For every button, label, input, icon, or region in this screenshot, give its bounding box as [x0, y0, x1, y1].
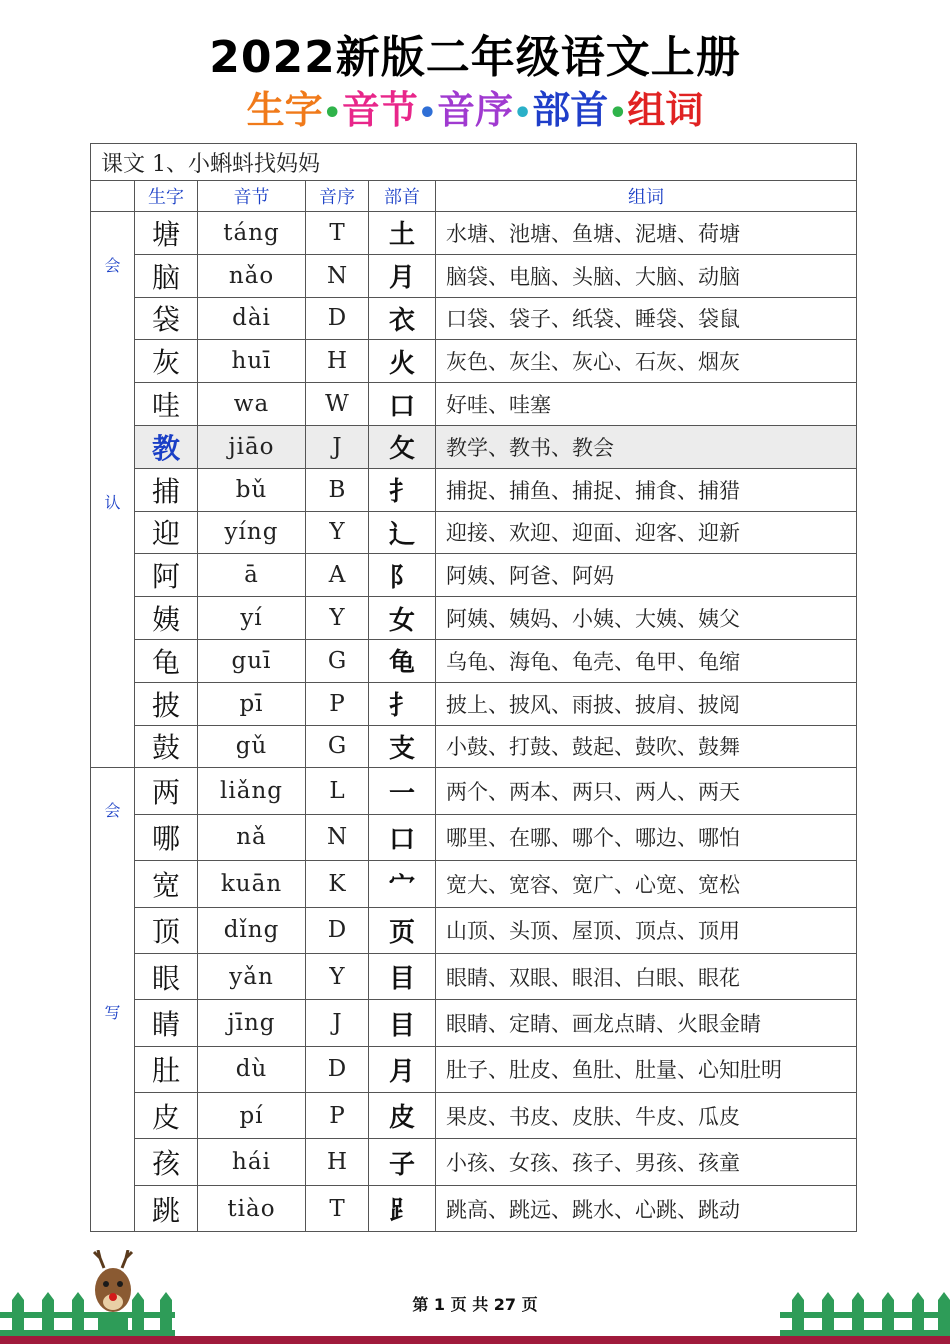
subtitle [0, 86, 950, 138]
cell-radical: 龟 [369, 639, 436, 682]
cell-char: 哇 [135, 383, 198, 426]
cell-radical: 土 [369, 212, 436, 255]
ground-strip [0, 1336, 950, 1344]
cell-seq: J [306, 1000, 369, 1046]
cell-words: 眼睛、定睛、画龙点睛、火眼金睛 [436, 1000, 857, 1046]
cell-pinyin: kuān [198, 861, 306, 907]
cell-words: 披上、披风、雨披、披肩、披阅 [436, 682, 857, 725]
cell-seq: N [306, 814, 369, 860]
subtitle-dot: • [417, 96, 437, 131]
cell-radical: 一 [369, 768, 436, 814]
cell-words: 两个、两本、两只、两人、两天 [436, 768, 857, 814]
cell-radical: 辶 [369, 511, 436, 554]
cell-words: 好哇、哇塞 [436, 383, 857, 426]
cell-seq: Y [306, 953, 369, 999]
table-row [91, 1093, 857, 1139]
header-words: 组词 [436, 181, 857, 212]
cell-seq: K [306, 861, 369, 907]
cell-seq: P [306, 1093, 369, 1139]
cell-pinyin: huī [198, 340, 306, 383]
left-fence [0, 1292, 175, 1338]
cell-pinyin: jiāo [198, 425, 306, 468]
subtitle-part: 组词 [627, 88, 704, 132]
right-fence [780, 1292, 950, 1338]
table-row [91, 1000, 857, 1046]
cell-pinyin: gǔ [198, 725, 306, 768]
cell-char: 两 [135, 768, 198, 814]
cell-pinyin: nǎ [198, 814, 306, 860]
header-row [91, 181, 857, 212]
cell-radical: 页 [369, 907, 436, 953]
subtitle-part: 部首 [532, 88, 609, 132]
table-row [91, 725, 857, 768]
cell-seq: T [306, 212, 369, 255]
cell-pinyin: dài [198, 297, 306, 340]
cell-seq: D [306, 1046, 369, 1092]
cell-char: 顶 [135, 907, 198, 953]
cell-pinyin: táng [198, 212, 306, 255]
group-label-char: 会 [104, 255, 121, 275]
cell-char: 孩 [135, 1139, 198, 1185]
cell-seq: W [306, 383, 369, 426]
cell-char: 脑 [135, 254, 198, 297]
group-label-char: 认 [104, 492, 121, 512]
lesson-title: 课文 1、小蝌蚪找妈妈 [91, 144, 857, 181]
header-radical: 部首 [369, 181, 436, 212]
cell-radical: 扌 [369, 682, 436, 725]
table-row [91, 254, 857, 297]
cell-char: 灰 [135, 340, 198, 383]
cell-words: 果皮、书皮、皮肤、牛皮、瓜皮 [436, 1093, 857, 1139]
page-footer: 第 1 页 共 27 页 [412, 1295, 538, 1314]
cell-char: 捕 [135, 468, 198, 511]
cell-seq: L [306, 768, 369, 814]
cell-seq: J [306, 425, 369, 468]
table-row [91, 861, 857, 907]
cell-words: 小鼓、打鼓、鼓起、鼓吹、鼓舞 [436, 725, 857, 768]
cell-char: 跳 [135, 1185, 198, 1231]
cell-char: 塘 [135, 212, 198, 255]
group-label [91, 212, 135, 768]
cell-char: 眼 [135, 953, 198, 999]
subtitle-dot: • [608, 96, 628, 131]
cell-radical: 皮 [369, 1093, 436, 1139]
header-pinyin: 音节 [198, 181, 306, 212]
cell-char: 袋 [135, 297, 198, 340]
table-row [91, 768, 857, 814]
cell-seq: Y [306, 597, 369, 640]
cell-words: 灰色、灰尘、灰心、石灰、烟灰 [436, 340, 857, 383]
table-row [91, 425, 857, 468]
cell-char: 披 [135, 682, 198, 725]
cell-pinyin: dù [198, 1046, 306, 1092]
page-title: 2022新版二年级语文上册 [209, 32, 741, 83]
cell-words: 脑袋、电脑、头脑、大脑、动脑 [436, 254, 857, 297]
cell-char: 阿 [135, 554, 198, 597]
vocab-table [90, 143, 857, 1232]
cell-words: 迎接、欢迎、迎面、迎客、迎新 [436, 511, 857, 554]
cell-pinyin: yíng [198, 511, 306, 554]
table-row [91, 907, 857, 953]
table-row [91, 1046, 857, 1092]
cell-words: 跳高、跳远、跳水、心跳、跳动 [436, 1185, 857, 1231]
subtitle-part: 音节 [341, 88, 418, 132]
table-row [91, 383, 857, 426]
cell-seq: T [306, 1185, 369, 1231]
cell-pinyin: pī [198, 682, 306, 725]
subtitle-part: 音序 [436, 88, 513, 132]
table-row [91, 682, 857, 725]
group-header-blank [91, 181, 135, 212]
cell-radical: 目 [369, 953, 436, 999]
cell-char: 鼓 [135, 725, 198, 768]
cell-char: 迎 [135, 511, 198, 554]
cell-seq: Y [306, 511, 369, 554]
cell-radical: 口 [369, 383, 436, 426]
table-row [91, 511, 857, 554]
cell-char: 皮 [135, 1093, 198, 1139]
table-row [91, 953, 857, 999]
cell-radical: 子 [369, 1139, 436, 1185]
cell-pinyin: dǐng [198, 907, 306, 953]
table-row [91, 814, 857, 860]
header-char: 生字 [135, 181, 198, 212]
cell-pinyin: pí [198, 1093, 306, 1139]
cell-radical: 阝 [369, 554, 436, 597]
table-row [91, 340, 857, 383]
cell-pinyin: yí [198, 597, 306, 640]
cell-radical: 扌 [369, 468, 436, 511]
cell-seq: H [306, 1139, 369, 1185]
deer-icon [94, 1250, 132, 1338]
cell-words: 宽大、宽容、宽广、心宽、宽松 [436, 861, 857, 907]
subtitle-dot: • [322, 96, 342, 131]
cell-seq: G [306, 639, 369, 682]
group-label [91, 768, 135, 1232]
cell-radical: ⻊ [369, 1185, 436, 1231]
cell-radical: 宀 [369, 861, 436, 907]
cell-char: 哪 [135, 814, 198, 860]
table-row [91, 597, 857, 640]
cell-pinyin: jīng [198, 1000, 306, 1046]
cell-pinyin: hái [198, 1139, 306, 1185]
cell-char: 龟 [135, 639, 198, 682]
cell-seq: N [306, 254, 369, 297]
cell-radical: 火 [369, 340, 436, 383]
cell-pinyin: wa [198, 383, 306, 426]
cell-radical: 支 [369, 725, 436, 768]
cell-pinyin: ā [198, 554, 306, 597]
cell-radical: 攵 [369, 425, 436, 468]
cell-radical: 女 [369, 597, 436, 640]
table-row [91, 639, 857, 682]
header-seq: 音序 [306, 181, 369, 212]
table-row [91, 1185, 857, 1231]
cell-words: 阿姨、姨妈、小姨、大姨、姨父 [436, 597, 857, 640]
cell-words: 肚子、肚皮、鱼肚、肚量、心知肚明 [436, 1046, 857, 1092]
cell-radical: 口 [369, 814, 436, 860]
table-row [91, 297, 857, 340]
subtitle-part: 生字 [246, 88, 323, 132]
cell-radical: 月 [369, 254, 436, 297]
cell-seq: P [306, 682, 369, 725]
cell-words: 教学、教书、教会 [436, 425, 857, 468]
cell-words: 哪里、在哪、哪个、哪边、哪怕 [436, 814, 857, 860]
cell-radical: 衣 [369, 297, 436, 340]
cell-seq: H [306, 340, 369, 383]
group-label-char: 写 [104, 1002, 121, 1022]
cell-pinyin: guī [198, 639, 306, 682]
cell-seq: A [306, 554, 369, 597]
cell-seq: G [306, 725, 369, 768]
cell-pinyin: tiào [198, 1185, 306, 1231]
table-row [91, 212, 857, 255]
cell-radical: 目 [369, 1000, 436, 1046]
cell-char: 教 [135, 425, 198, 468]
group-label-char: 会 [104, 801, 121, 821]
cell-pinyin: bǔ [198, 468, 306, 511]
cell-words: 捕捉、捕鱼、捕捉、捕食、捕猎 [436, 468, 857, 511]
cell-pinyin: yǎn [198, 953, 306, 999]
cell-words: 阿姨、阿爸、阿妈 [436, 554, 857, 597]
cell-words: 口袋、袋子、纸袋、睡袋、袋鼠 [436, 297, 857, 340]
cell-seq: B [306, 468, 369, 511]
cell-char: 睛 [135, 1000, 198, 1046]
table-row [91, 1139, 857, 1185]
cell-char: 肚 [135, 1046, 198, 1092]
fence-decoration [0, 1250, 950, 1344]
subtitle-dot: • [513, 96, 533, 131]
cell-words: 小孩、女孩、孩子、男孩、孩童 [436, 1139, 857, 1185]
table-row [91, 554, 857, 597]
table-row [91, 468, 857, 511]
cell-seq: D [306, 297, 369, 340]
cell-pinyin: nǎo [198, 254, 306, 297]
cell-char: 宽 [135, 861, 198, 907]
cell-words: 乌龟、海龟、龟壳、龟甲、龟缩 [436, 639, 857, 682]
cell-seq: D [306, 907, 369, 953]
cell-radical: 月 [369, 1046, 436, 1092]
cell-pinyin: liǎng [198, 768, 306, 814]
cell-char: 姨 [135, 597, 198, 640]
cell-words: 水塘、池塘、鱼塘、泥塘、荷塘 [436, 212, 857, 255]
cell-words: 眼睛、双眼、眼泪、白眼、眼花 [436, 953, 857, 999]
cell-words: 山顶、头顶、屋顶、顶点、顶用 [436, 907, 857, 953]
